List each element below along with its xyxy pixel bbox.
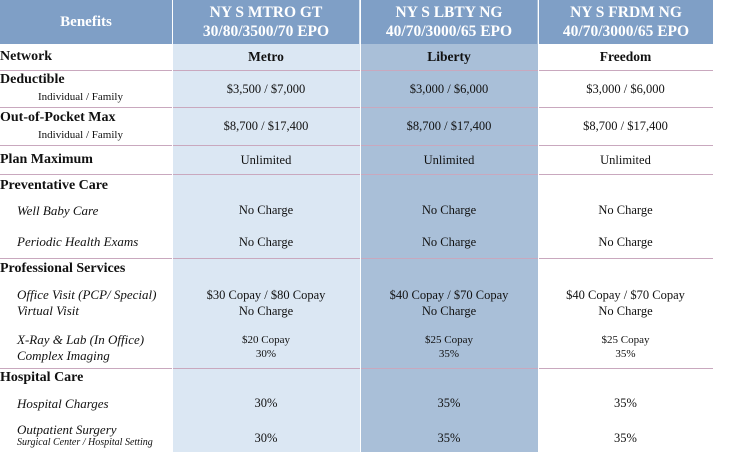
value-liberty: 35%: [437, 430, 461, 445]
column-divider: [360, 0, 361, 452]
value-metro: No Charge: [238, 234, 294, 249]
value-metro: $30 Copay / $80 Copay No Charge: [206, 287, 326, 318]
row-plan-maximum: [0, 146, 713, 175]
section-label: Hospital Care: [0, 370, 84, 385]
row-group-hospital-care: [0, 369, 713, 452]
value-freedom: 35%: [614, 395, 637, 410]
value-metro: Unlimited: [240, 152, 292, 167]
row-label: Network: [0, 49, 53, 64]
header-plan-freedom: NY S FRDM NG 40/70/3000/65 EPO: [539, 0, 713, 44]
row-group-professional-services: [0, 259, 713, 369]
column-divider: [538, 0, 539, 452]
row-label: Well Baby Care: [17, 203, 99, 218]
row-network: [0, 44, 713, 71]
value-metro: $3,500 / $7,000: [226, 81, 306, 96]
value-liberty: Unlimited: [423, 152, 475, 167]
value-liberty: $25 Copay 35%: [425, 333, 473, 360]
section-label: Preventative Care: [0, 178, 108, 193]
value-freedom: Freedom: [599, 49, 652, 65]
row-label: Plan Maximum: [0, 152, 93, 167]
row-label: Hospital Charges: [17, 396, 109, 411]
header-plan-liberty: NY S LBTY NG 40/70/3000/65 EPO: [361, 0, 537, 44]
value-freedom: No Charge: [598, 202, 653, 217]
value-metro: $8,700 / $17,400: [223, 119, 309, 134]
value-freedom: 35%: [614, 430, 637, 445]
value-freedom: $40 Copay / $70 Copay No Charge: [566, 287, 685, 318]
value-liberty: No Charge: [421, 202, 477, 217]
row-label-xray-lab: X-Ray & Lab (In Office) Complex Imaging: [17, 332, 145, 363]
column-divider: [172, 0, 173, 452]
value-liberty: 35%: [437, 395, 461, 410]
value-freedom: Unlimited: [600, 152, 651, 167]
header-benefits: Benefits: [0, 0, 172, 44]
value-freedom: $8,700 / $17,400: [583, 119, 668, 134]
row-out-of-pocket-max: [0, 108, 713, 146]
value-liberty: Liberty: [427, 49, 471, 65]
header-plan-metro: NY S MTRO GT 30/80/3500/70 EPO: [173, 0, 359, 44]
value-freedom: $25 Copay 35%: [601, 333, 650, 360]
value-freedom: No Charge: [598, 234, 653, 249]
value-liberty: $3,000 / $6,000: [409, 81, 489, 96]
value-metro: 30%: [254, 395, 278, 410]
value-metro: 30%: [254, 430, 278, 445]
value-metro: No Charge: [238, 202, 294, 217]
value-liberty: No Charge: [421, 234, 477, 249]
value-metro: Metro: [248, 49, 284, 65]
row-group-preventative-care: [0, 175, 713, 259]
row-label: Deductible: [0, 72, 65, 87]
value-liberty: $40 Copay / $70 Copay No Charge: [389, 287, 509, 318]
section-label: Professional Services: [0, 261, 126, 276]
row-label-office-visit: Office Visit (PCP/ Special) Virtual Visit: [17, 287, 157, 319]
row-label: Periodic Health Exams: [17, 234, 139, 249]
row-sublabel: Individual / Family: [38, 129, 123, 141]
row-sublabel: Individual / Family: [38, 91, 123, 103]
value-liberty: $8,700 / $17,400: [406, 119, 492, 134]
row-label-outpatient-surgery: Outpatient Surgery Surgical Center / Hospital Setting: [17, 422, 153, 449]
row-deductible: [0, 71, 713, 108]
row-label: Out-of-Pocket Max: [0, 110, 116, 125]
value-metro: $20 Copay 30%: [242, 333, 290, 360]
value-freedom: $3,000 / $6,000: [586, 81, 665, 96]
